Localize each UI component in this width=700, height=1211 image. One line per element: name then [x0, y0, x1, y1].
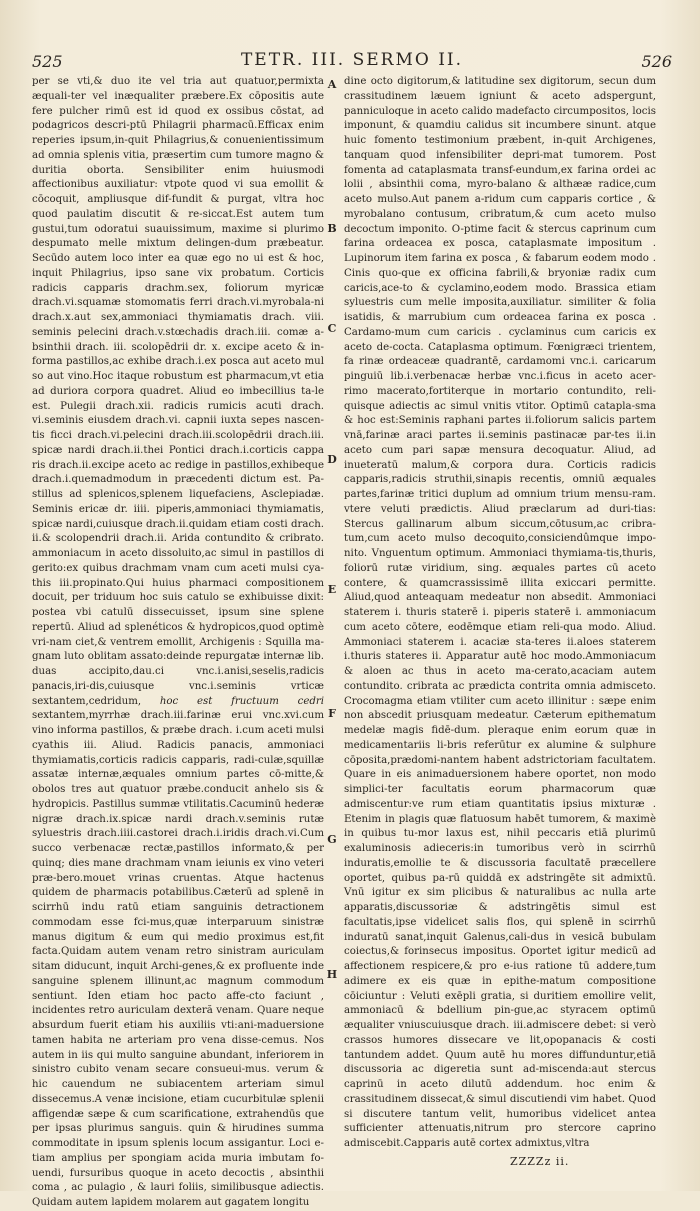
left-column-body: per se vti,& duo ite vel tria aut quatuor,permixta æquali-ter vel inæqualiter præbere.Ex cōpositis aute fere pulcher rimū est id quod ex ossibus cōstat, ad podagricos descri-ptū Philagrii pharmacū.Efficax enim reperies ipsum,in-quit Philagrius,& conuenientissimum ad omnia splenis vitia, præsertim cum tumore magno & duritia oborta. Sensibiliter enim huiusmodi affectionibus auxiliatur: vtpote quod vi sua emollit & cōcoquit, ampliusque dif-fundit & purgat, vltra hoc quod paulatim discutit & re-siccat.Est autem tum gustui,tum odoratui suauissimum, maxime si plurimo despumato melle mixtum delingen-dum præbeatur. Secūdo autem loco inter ea quæ ego no ui est & hoc, inquit Philagrius, ipso sane vix probatum. Corticis radicis capparis drachm.sex, foliorum myricæ drach.vi.squamæ stomomatis ferri drach.vi.myrobala-ni drach.x.aut sex,ammoniaci thymiamatis drach. viii. seminis pelecini drach.v.stœchadis drach.iii. comæ a-bsinthii drach. iii. scolopēdrii dr. x. excipe aceto & in-forma pastillos,ac exhibe drach.i.ex posca aut aceto mul so aut vino.Hoc itaque robustum est pharmacum,vt etia ad duriora corpora quadret. Aliud eo imbecillius ta-le est. Pulegii drach.xii. radicis rumicis acuti drach. vi.seminis eiusdem drach.vi. capnii iuxta sepes nascen-tis ficci drach.vi.pelecini drach.iii.scolopēdrii drach.iii. spicæ nardi drach.ii.thei Pontici drach.i.corticis cappa ris drach.ii.excipe aceto ac redige in pastillos,exhibeque drach.i.quemadmodum in præcedenti dictum est. Pa-stillus ad splenicos,splenem liquefaciens, Asclepiadæ. Seminis ericæ dr. iiii. piperis,ammoniaci thymiamatis, spicæ nardi,cuiusque drach.ii.quidam etiam costi drach. ii.& scolopendrii drach.ii. Arida contundito & cribrato. ammoniacum in aceto dissoluito,ac simul in pastillos di gerito:ex quibus drachmam vnam cum aceti mulsi cya-this iii.propinato.Qui huius pharmaci compositionem docuit, per triduum hoc suis catulo se exhibuisse dixit: postea vbi catulū dissecuisset, ipsum sine splene repertū. Aliud ad splenéticos & hydropicos,quod optimè vri-nam ciet,& ventrem emollit, Archigenis : Squilla ma-gnam luto oblitam assato:deinde repurgatæ internæ lib. duas accipito,dau.ci vnc.i.anisi,seselis,radicis panacis,iri-dis,cuiusque vnc.i.seminis vrticæ sextantem,cedridum,	[32, 76, 324, 707]
margin-marker-h: H	[326, 968, 338, 981]
page-header	[32, 50, 672, 74]
margin-marker-f: F	[328, 707, 336, 720]
left-column-text	[32, 75, 324, 1211]
left-column-body-continued: sextantem,myrrhæ drach.iii.farinæ erui vnc.xvi.cum vino informa pastillos, & præbe drach. i.cum aceti mulsi cyathis iii. Aliud. Radicis panacis, ammoniaci thymiamatis,corticis radicis capparis, radi-culæ,squillæ assatæ internæ,æquales omnium partes cō-mitte,& obolos tres aut quatuor præbe.conducit anhelo sis & hydropicis. Pastillus summæ vtilitatis.Cacuminū hederæ nigræ drach.ix.spicæ nardi drach.v.seminis rutæ syluestris drach.iiii.castorei drach.i.iridis drach.vi.Cum succo verbenacæ rectæ,pastillos informato,& per quinq; dies mane drachmam vnam ieiunis ex vino veteri præ-bero.mouet vrinas cruentas. Atque hactenus quidem de pharmacis potabilibus.Cæterū ad splenē in scirrhū indu ratū etiam sanguinis detractionem commodam esse fci-mus,quæ interparuum sinistræ manus digitum & eum qui medio proximus est,fit facta.Quidam autem venam retro sinistram auriculam sitam diducunt, inquit Archi-genes,& ex profluente inde sanguine splenem illinunt,ac magnum commodum sentiunt. Iden etiam hoc pacto affe-cto faciunt , incidentes retro auriculam dexteră venam. Quare neque absurdum fuerit etiam his auxiliis vti:ani-maduersione tamen habita ne arteriam pro vena disse-cemus. Nos autem in iis qui multo sanguine abundant, inferiorem in sinistro cubito venam secare consueui-mus. verum & hic cauendum ne subiacentem arteriam simul dissecemus.A venæ incisione, etiam cucurbitulæ splenii affigendæ sæpe & cum scarificatione, extrahendūs que per ipsas plurimus sanguis. quin & hirudines summa commoditate in ipsum splenis locum assigantur. Loci e-tiam amplius per spongiam acida muria imbutam fo-uendi, fursuribus quoque in aceto decoctis , absinthii coma , ac pulagio , & lauri foliis, similibusque adiectis. Quidam autem lapidem molarem aut gagatem longitu	[32, 710, 324, 1208]
right-column	[344, 75, 656, 1149]
page-number-right: 526	[641, 52, 672, 71]
signature-mark: ZZZZz ii.	[510, 1155, 570, 1168]
page-number-left: 525	[32, 52, 63, 71]
margin-marker-a: A	[327, 78, 337, 91]
left-column-italic-phrase: hoc est fructuum cedri	[159, 695, 324, 707]
margin-marker-e: E	[327, 583, 337, 596]
running-title: TETR. III. SERMO II.	[240, 50, 464, 70]
left-column	[32, 75, 324, 1208]
right-column-text: dine octo digitorum,& latitudine sex digitorum, secun dum crassitudinem læuem igniunt & aceto adspergunt, panniculoque in aceto calido madefacto circumpositos, locis imponunt, & quamdiu calidus sit incumbere sinunt. atque huic fomento testimonium præbent, in-quit Archigenes, tanquam quod infensibiliter depri-mat tumorem. Post fomenta ad cataplasmata transf-eundum,ex farina ordei ac lolii , absinthii coma, myro-balano & althææ radice,cum aceto mulso.Aut panem a-ridum cum capparis cortice , & myrobalano contusum, cribratum,& cum aceto mulso decoctum imponito. O-ptime facit & stercus caprinum cum farina ordeacea ex posca, cataplasmate impositum . Lupinorum item farina ex posca , & fabarum eodem modo . Cinis quo-que ex officina fabrili,& bryoniæ radix cum caricis,ace-to & cyclamino,eodem modo. Brassica etiam syluestris cum melle imposita,auxiliatur. similiter & folia isatidis, & marrubium cum ordeacea farina ex posca . Cardamo-mum cum caricis . cyclaminus cum caricis ex aceto de-cocta. Cataplasma optimum. Fœnigræci trientem, fa rinæ ordeaceæ quadrantē, cardamomi vnc.i. caricarum pinguiū lib.i.verbenacæ herbæ vnc.i.ficus in aceto acer-rimo macerato,fortiterque in mortario contundito, reli-quisque adiectis ac simul vnitis vtitor. Optimū catapla-sma & hoc est:Seminis raphani partes ii.foliorum salicis partem vnā,farinæ araci partes ii.seminis pastinacæ par-tes ii.in aceto cum pari sapæ mensura decoquatur. Aliud, ad inueteratū malum,& corpora dura. Corticis radicis capparis,radicis struthii,sinapis recentis, omniū æquales partes,farinæ tritici duplum ad omnium trium mensu-ram. vtere veluti prædictis. Aliud præclarum ad duri-tias: Stercus gallinarum album siccum,cōtusum,ac cribra-tum,cum aceto mulso decoquito,consiciendûmque impo-nito. Vnguentum optimum. Ammoniaci thymiama-tis,thuris, foliorū rutæ viridium, sing. æquales partes cū aceto contere, & quamcrassissimē illita exiccari permitte. Aliud,quod anteaquam medeatur non absedit. Ammoniaci staterem i. thuris staterē i. piperis staterē i. ammoniacum cum aceto cōtere, eodēmque etiam reli-qua modo. Aliud. Ammoniaci staterem i. acaciæ sta-teres ii.aloes staterem i.thuris stateres ii. Apparatur autē hoc modo.Ammoniacum & aloen ac thus in aceto ma-cerato,acaciam autem contundito. cribrata ac prædicta contrita omnia admisceto. Crocomagma etiam vtiliter cum aceto illinitur : sæpe enim non abscedit priusquam medeatur. Cæterum epithematum medelæ magis fidē-dum. pleraque enim eorum quæ in medicamentariis li-bris referūtur ex alumine & sulphure cōposita,prædomi-nantem habent adstrictoriam facultatem. Quare in eis animaduersionem habere oportet, non modo simplici-ter facultatis eorum pharmacorum quæ admiscentur:ve rum etiam quantitatis ipsius mixturæ . Etenim in plagis quæ flatuosum habēt tumorem, & maximè in quibus tu-mor laxus est, nihil peccaris etiā plurimū exaluminosis adieceris:in tumoribus verò in scirrhū induratis,emollie te & discussoria facultatē præcellere oportet, quibus pa-rū quiddā ex adstringēte sit admixtū. Vnū igitur ex sim plicibus & naturalibus ac nulla arte apparatis,discussoriæ & adstringētis simul est facultatis,ipse videlicet salis flos, qui splenē in scirrhū induratū sanat,inquit Galenus,cali-dus in vesicā bubulam coiectus,& forinsecus impositus. Oportet igitur medicū ad affectionem respicere,& pro e-ius ratione tū addere,tum adimere ex eis quæ in epithe-matum compositione cōiciuntur : Veluti exēpli gratia, si duritiem emollire velit, ammoniacū & bdellium pin-gue,ac styracem optimū æqualiter vniuscuiusque drach. iii.admiscere debet: si verò crassos humores dissecare ve lit,opopanacis & costi tantundem addet. Quum autē hu mores diffunduntur,etiā discussoria ac digeretia sunt ad-miscenda:aut stercus caprinū in aceto dilutū addendum. hoc enim & crassitudinem dissecat,& simul discutiendi vim habet. Quod si discutere tantum velit, humoribus videlicet antea sufficienter attenuatis,nitrum pro stercore caprino admiscebit.Capparis autē cortex admixtus,vltra	[344, 76, 656, 1149]
margin-marker-c: C	[327, 322, 337, 335]
margin-marker-b: B	[327, 222, 337, 235]
margin-marker-g: G	[327, 833, 337, 846]
margin-marker-d: D	[327, 453, 337, 466]
